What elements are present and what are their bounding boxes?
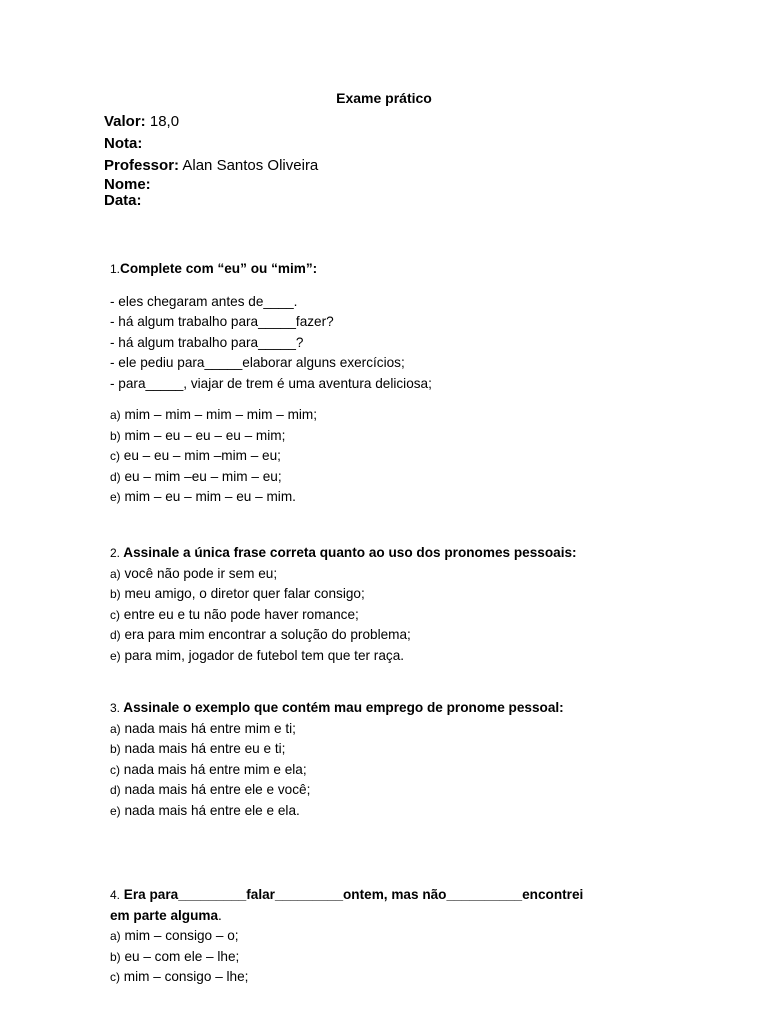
option-text: para mim, jogador de futebol tem que ter raça. — [124, 647, 405, 663]
question-number: 1. — [110, 262, 121, 276]
option-text: nada mais há entre mim e ti; — [124, 720, 296, 736]
question-4-title-line-1 — [110, 885, 583, 906]
option-text: mim – eu – mim – eu – mim. — [124, 489, 296, 505]
option-text: eu – com ele – lhe; — [124, 948, 240, 964]
sentence: - há algum trabalho para_____? — [110, 334, 304, 350]
sentence: - para_____, viajar de trem é uma aventura deliciosa; — [110, 375, 432, 391]
option — [110, 564, 577, 585]
option-letter: c) — [110, 607, 120, 622]
option-letter: c) — [110, 762, 120, 777]
valor-line — [104, 111, 318, 133]
option — [110, 801, 564, 822]
nota-line — [104, 133, 318, 155]
option-letter: e) — [110, 803, 121, 818]
option — [110, 760, 564, 781]
option — [110, 780, 564, 801]
sentence: - eles chegaram antes de____. — [110, 293, 298, 309]
sentence: - ele pediu para_____elaborar alguns exercícios; — [110, 355, 405, 370]
question-text: Complete com “eu” ou “mim”: — [120, 261, 318, 276]
option — [110, 625, 577, 646]
option — [110, 405, 432, 426]
valor-value: 18,0 — [149, 113, 180, 130]
option — [110, 719, 564, 740]
question-2-title — [110, 543, 577, 564]
question-text-continued: em parte alguma — [110, 907, 219, 923]
question-text: Era para_________falar_________ontem, mas não__________encontrei — [123, 887, 584, 902]
option-letter: d) — [110, 469, 121, 484]
option-text: nada mais há entre ele e você; — [124, 782, 311, 798]
option-text: nada mais há entre mim e ela; — [123, 761, 307, 777]
question-4-title-line-2 — [110, 906, 583, 927]
option-text: entre eu e tu não pode haver romance; — [123, 606, 359, 622]
spacer — [110, 280, 432, 292]
question-number: 3. — [110, 701, 121, 715]
question-text: Assinale a única frase correta quanto ao uso dos pronomes pessoais: — [123, 545, 577, 560]
option-letter: a) — [110, 566, 121, 581]
professor-label: Professor: — [104, 157, 180, 174]
nome-line — [104, 177, 318, 193]
option-text: mim – eu – eu – eu – mim; — [124, 427, 286, 443]
question-1 — [110, 259, 432, 508]
option — [110, 967, 583, 988]
question-2 — [110, 543, 577, 666]
option — [110, 646, 577, 667]
question-3-title — [110, 698, 564, 719]
option-letter: a) — [110, 721, 121, 736]
question-number: 4. — [110, 888, 121, 902]
question-text: Assinale o exemplo que contém mau emprego de pronome pessoal: — [123, 700, 564, 715]
option — [110, 739, 564, 760]
data-line — [104, 193, 318, 209]
option-text: nada mais há entre ele e ela. — [124, 802, 300, 818]
option — [110, 467, 432, 488]
option-letter: e) — [110, 648, 121, 663]
option-text: eu – eu – mim –mim – eu; — [123, 448, 281, 464]
option-letter: d) — [110, 628, 121, 643]
option — [110, 446, 432, 467]
question-4 — [110, 885, 583, 988]
question-1-title — [110, 259, 432, 280]
sentence: - há algum trabalho para_____fazer? — [110, 314, 334, 329]
option-text: nada mais há entre eu e ti; — [124, 741, 286, 757]
option-letter: c) — [110, 449, 120, 464]
option-text: era para mim encontrar a solução do problema; — [124, 627, 411, 643]
question-text-end: . — [218, 907, 222, 923]
valor-label: Valor: — [104, 113, 146, 130]
option-text: mim – mim – mim – mim – mim; — [124, 407, 318, 422]
nota-label: Nota: — [104, 135, 143, 152]
option — [110, 947, 583, 968]
option-text: mim – consigo – lhe; — [123, 969, 249, 985]
option-letter: b) — [110, 742, 121, 757]
option — [110, 426, 432, 447]
option — [110, 584, 577, 605]
option-letter: b) — [110, 587, 121, 602]
page-title: Exame prático — [336, 90, 432, 106]
professor-value: Alan Santos Oliveira — [182, 157, 319, 174]
option-text: você não pode ir sem eu; — [124, 565, 278, 581]
exam-header — [104, 111, 318, 209]
option-text: mim – consigo – o; — [124, 928, 239, 943]
nome-label: Nome: — [104, 176, 151, 193]
option-letter: e) — [110, 490, 121, 505]
option-letter: b) — [110, 949, 121, 964]
option-text: meu amigo, o diretor quer falar consigo; — [124, 586, 365, 602]
question-3 — [110, 698, 564, 821]
option-letter: a) — [110, 929, 121, 943]
option-text: eu – mim –eu – mim – eu; — [124, 468, 282, 484]
data-label: Data: — [104, 192, 142, 209]
option — [110, 926, 583, 947]
option-letter: c) — [110, 970, 120, 985]
option-letter: a) — [110, 408, 121, 422]
option — [110, 487, 432, 508]
spacer — [110, 394, 432, 405]
question-number: 2. — [110, 546, 121, 560]
professor-line — [104, 155, 318, 177]
option — [110, 605, 577, 626]
option-letter: b) — [110, 428, 121, 443]
option-letter: d) — [110, 783, 121, 798]
